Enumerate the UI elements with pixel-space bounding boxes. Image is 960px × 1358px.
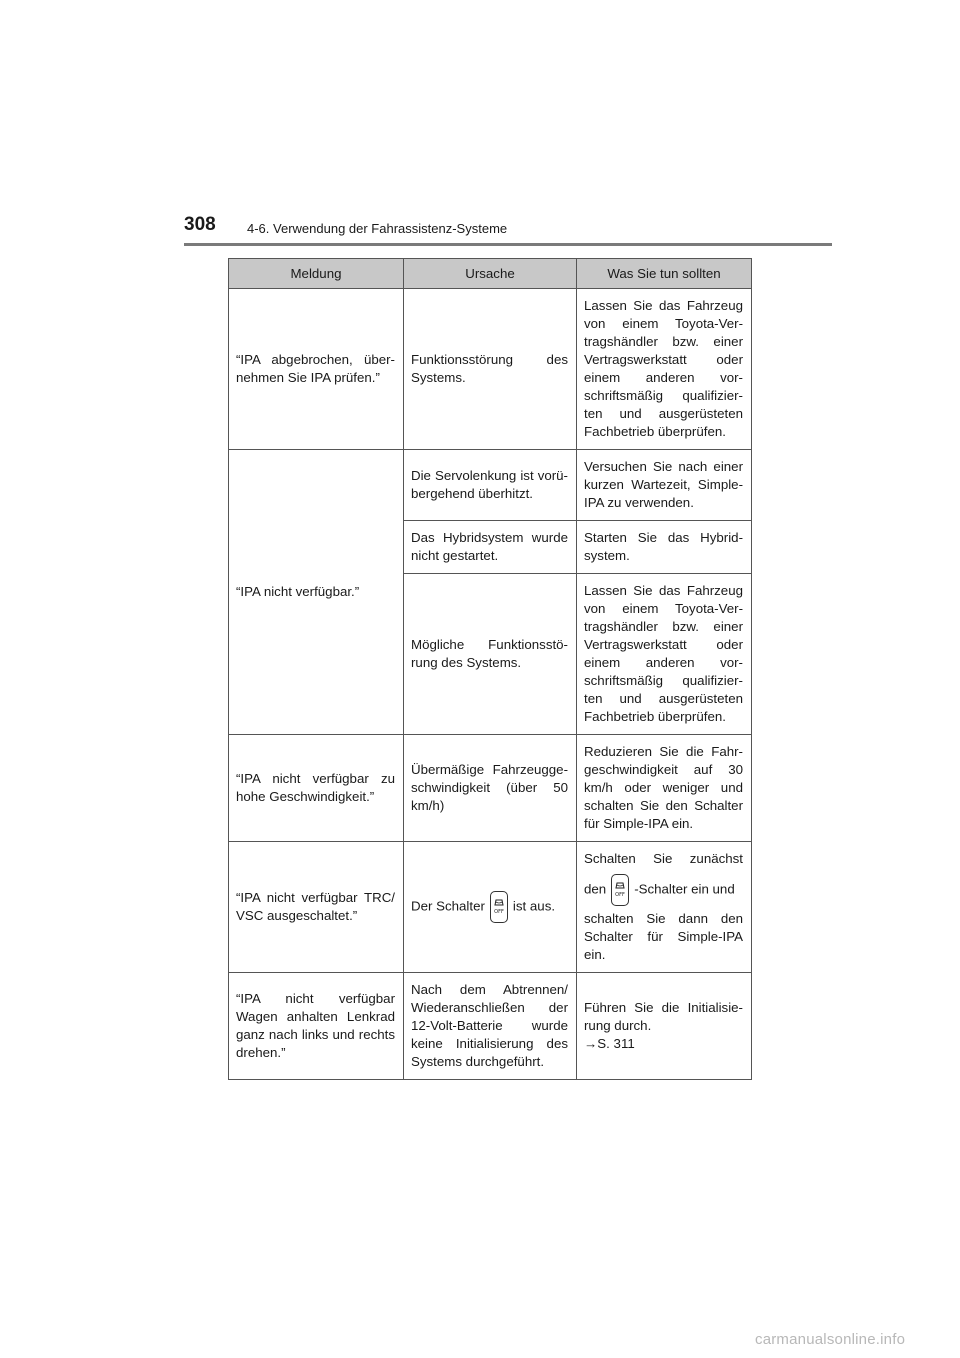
ursache-text-post: ist aus. bbox=[512, 898, 556, 914]
ursache-cell: Die Servolenkung ist vorü-bergehend überhitzt. bbox=[404, 450, 577, 521]
aktion-cell: Starten Sie das Hybrid-system. bbox=[577, 521, 752, 574]
column-header-aktion: Was Sie tun sollten bbox=[577, 259, 752, 289]
aktion-cell: Versuchen Sie nach einer kurzen Wartezeit, Simple-IPA zu verwenden. bbox=[577, 450, 752, 521]
table-row bbox=[229, 450, 752, 521]
page-header bbox=[0, 0, 960, 260]
ursache-cell: Mögliche Funktionsstö-rung des Systems. bbox=[404, 574, 577, 735]
ursache-cell bbox=[404, 842, 577, 973]
aktion-cell: Lassen Sie das Fahrzeug von einem Toyota-Ver-tragshändler bzw. einer Vertragswerkstatt oder einem anderen vor-schriftsmäßig qualifizier-ten und ausgerüsteten Fachbetrieb überprüfen. bbox=[577, 289, 752, 450]
meldung-cell: “IPA nicht verfügbar.” bbox=[229, 450, 404, 735]
table-row bbox=[229, 735, 752, 842]
header-divider bbox=[184, 243, 832, 246]
page-reference-text: S. 311 bbox=[597, 1036, 635, 1051]
meldung-cell: “IPA nicht verfügbar zu hohe Geschwindigkeit.” bbox=[229, 735, 404, 842]
watermark: carmanualsonline.info bbox=[755, 1331, 906, 1348]
table-header-row bbox=[229, 259, 752, 289]
meldung-cell: “IPA abgebrochen, über-nehmen Sie IPA prüfen.” bbox=[229, 289, 404, 450]
section-title: 4-6. Verwendung der Fahrassistenz-Systeme bbox=[247, 221, 508, 236]
svg-text:OFF: OFF bbox=[494, 909, 504, 915]
vsc-off-switch-icon bbox=[611, 874, 629, 906]
ursache-cell: Das Hybridsystem wurde nicht gestartet. bbox=[404, 521, 577, 574]
message-table bbox=[228, 258, 752, 1080]
arrow-right-icon: → bbox=[584, 1036, 598, 1051]
aktion-text-pre: den bbox=[584, 881, 607, 897]
column-header-meldung: Meldung bbox=[229, 259, 404, 289]
aktion-text: Führen Sie die Initialisie-rung durch. bbox=[584, 1000, 743, 1033]
table-row bbox=[229, 289, 752, 450]
aktion-line-2 bbox=[584, 874, 743, 906]
ursache-cell: Übermäßige Fahrzeugge-schwindigkeit (über 50 km/h) bbox=[404, 735, 577, 842]
table-row bbox=[229, 973, 752, 1080]
page-reference bbox=[584, 1035, 743, 1053]
ursache-cell: Funktionsstörung des Systems. bbox=[404, 289, 577, 450]
page-number: 308 bbox=[184, 214, 216, 235]
ursache-text-pre: Der Schalter bbox=[411, 898, 485, 914]
aktion-text-post: -Schalter ein und bbox=[634, 881, 735, 897]
table-row bbox=[229, 842, 752, 973]
aktion-cell: Lassen Sie das Fahrzeug von einem Toyota-Ver-tragshändler bzw. einer Vertragswerkstatt oder einem anderen vor-schriftsmäßig qualifizier-ten und ausgerüsteten Fachbetrieb überprüfen. bbox=[577, 574, 752, 735]
svg-text:OFF: OFF bbox=[615, 892, 626, 898]
meldung-cell: “IPA nicht verfügbar Wagen anhalten Lenkrad ganz nach links und rechts drehen.” bbox=[229, 973, 404, 1080]
meldung-cell: “IPA nicht verfügbar TRC/ VSC ausgeschaltet.” bbox=[229, 842, 404, 973]
aktion-cell: Reduzieren Sie die Fahr-geschwindigkeit auf 30 km/h oder weniger und schalten Sie den Schalter für Simple-IPA ein. bbox=[577, 735, 752, 842]
aktion-cell bbox=[577, 973, 752, 1080]
vsc-off-switch-icon bbox=[490, 891, 508, 923]
aktion-cell bbox=[577, 842, 752, 973]
ursache-cell: Nach dem Abtrennen/ Wiederanschließen der 12-Volt-Batterie wurde keine Initialisierung des Systems durchgeführt. bbox=[404, 973, 577, 1080]
column-header-ursache: Ursache bbox=[404, 259, 577, 289]
aktion-rest: schalten Sie dann den Schalter für Simple-IPA ein. bbox=[584, 911, 743, 962]
aktion-line-1: Schalten Sie zunächst bbox=[584, 851, 743, 866]
